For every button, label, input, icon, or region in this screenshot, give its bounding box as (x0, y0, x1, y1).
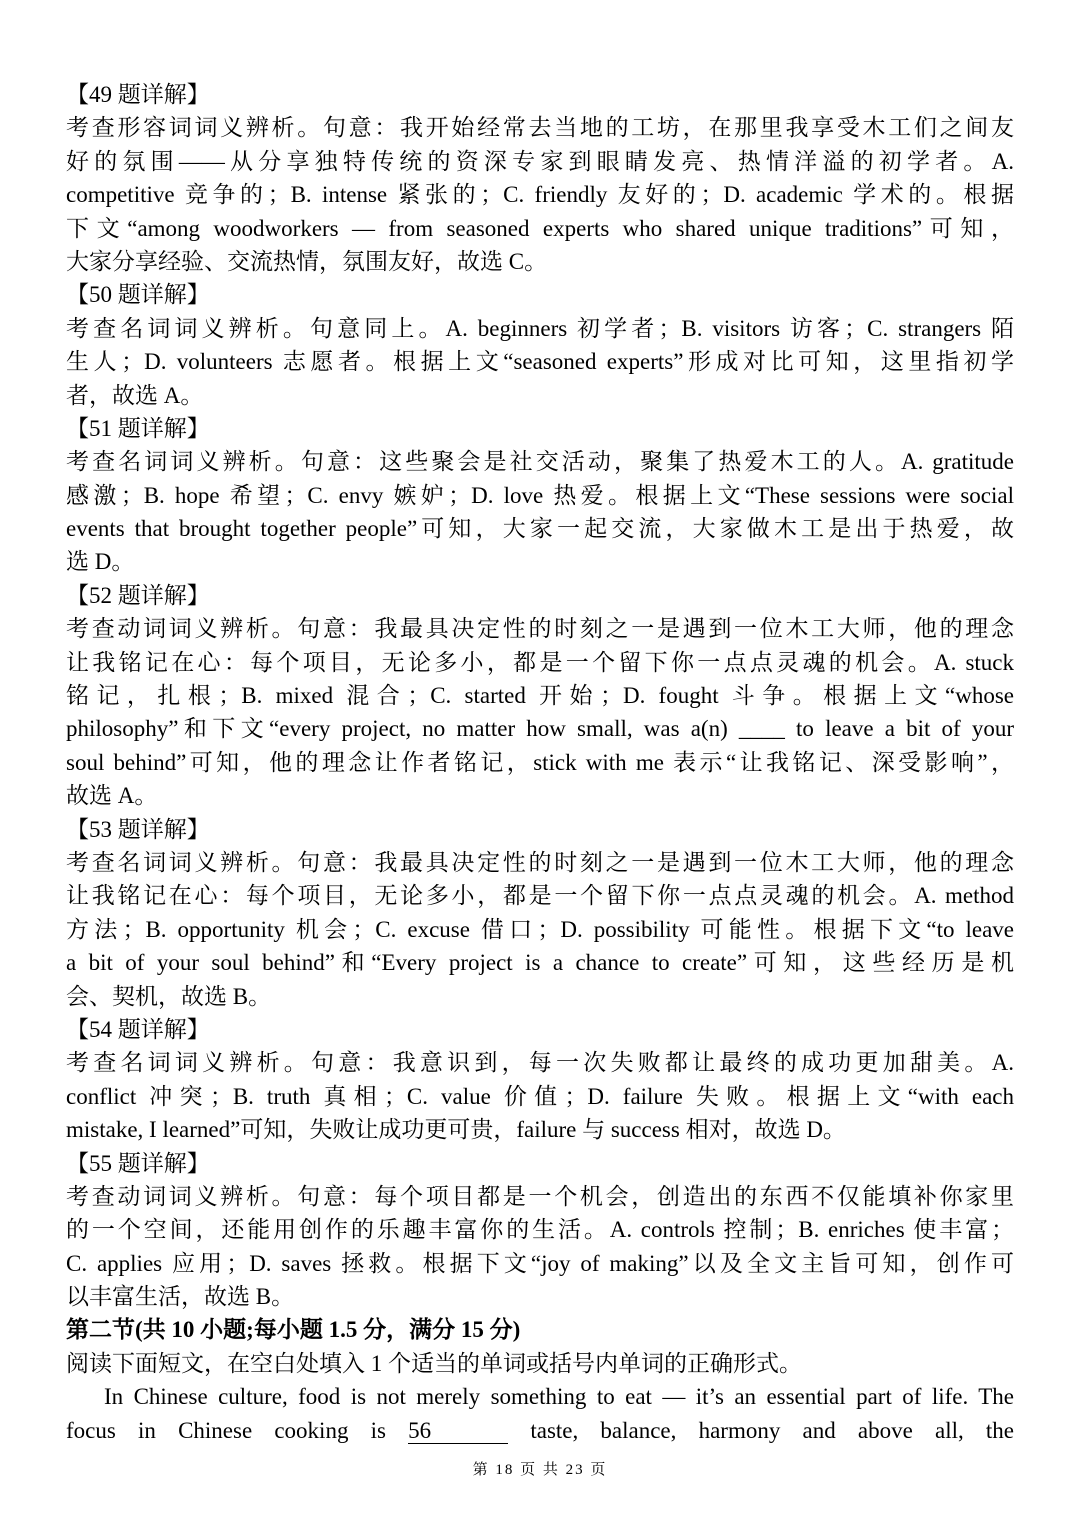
document-body (66, 78, 1014, 1447)
q54-heading: 【54 题详解】 (66, 1016, 210, 1042)
q49-heading: 【49 题详解】 (66, 82, 210, 107)
q51-explanation-line: events that brought together people”可知，大家一起交流，大家做木工是出于热爱，故 (66, 516, 1014, 542)
q49-explanation-line: 考查形容词词义辨析。句意：我开始经常去当地的工坊，在那里我享受木工们之间友 (66, 115, 1014, 141)
q50-explanation-line: 考查名词词义辨析。句意同上。A. beginners 初学者；B. visitors 访客；C. strangers 陌 (66, 315, 1014, 341)
q54-explanation-line: mistake, I learned”可知，失败让成功更可贵，failure 与 success 相对，故选 D。 (66, 1117, 846, 1143)
q52-explanation-line: philosophy”和下文“every project, no matter how small, was a(n) ____ to leave a bit of your (66, 716, 1014, 742)
section-heading: 第二节(共 10 小题;每小题 1.5 分，满分 15 分) (66, 1317, 521, 1343)
q54-explanation-line: 考查名词词义辨析。句意：我意识到，每一次失败都让最终的成功更加甜美。A. (66, 1050, 1014, 1076)
q52-explanation-line: 铭记，扎根；B. mixed 混合；C. started 开始；D. fought 斗争。根据上文“whose (66, 683, 1014, 709)
q55-explanation-line: C. applies 应用；D. saves 拯救。根据下文“joy of making”以及全文主旨可知，创作可 (66, 1250, 1014, 1276)
passage-line: In Chinese culture, food is not merely something to eat — it’s an essential part of life. The (104, 1384, 1014, 1410)
q55-explanation-line: 以丰富生活，故选 B。 (66, 1284, 295, 1310)
q50-heading: 【50 题详解】 (66, 282, 210, 308)
q51-explanation-line: 选 D。 (66, 549, 135, 575)
q51-heading: 【51 题详解】 (66, 415, 210, 441)
page-footer: 第 18 页 共 23 页 (472, 1462, 608, 1478)
q53-explanation-line: 考查名词词义辨析。句意：我最具决定性的时刻之一是遇到一位木工大师，他的理念 (66, 849, 1014, 875)
passage-text: taste, balance, harmony and above all, the (530, 1417, 1015, 1443)
q49-explanation-line: competitive 竞争的；B. intense 紧张的；C. friendly 友好的；D. academic 学术的。根据 (66, 182, 1014, 208)
q52-heading: 【52 题详解】 (66, 582, 210, 608)
q52-explanation-line: 考查动词词义辨析。句意：我最具决定性的时刻之一是遇到一位木工大师，他的理念 (66, 616, 1014, 642)
q50-explanation-line: 者，故选 A。 (66, 382, 204, 408)
q54-explanation-line: conflict 冲突；B. truth 真相；C. value 价值；D. failure 失败。根据上文“with each (66, 1083, 1014, 1109)
q53-explanation-line: 会、契机，故选 B。 (66, 983, 272, 1009)
q49-explanation-line: 大家分享经验、交流热情，氛围友好，故选 C。 (66, 248, 548, 274)
q55-heading: 【55 题详解】 (66, 1150, 210, 1176)
q52-explanation-line: 故选 A。 (66, 783, 158, 809)
q51-explanation-line: 感激；B. hope 希望；C. envy 嫉妒；D. love 热爱。根据上文“These sessions were social (66, 482, 1014, 508)
q53-explanation-line: 方法；B. opportunity 机会；C. excuse 借口；D. possibility 可能性。根据下文“to leave (66, 916, 1014, 942)
q55-explanation-line: 的一个空间，还能用创作的乐趣丰富你的生活。A. controls 控制；B. enriches 使丰富； (66, 1217, 1014, 1243)
section-instructions: 阅读下面短文，在空白处填入 1 个适当的单词或括号内单词的正确形式。 (66, 1350, 802, 1376)
blank-56[interactable]: 56 (408, 1419, 508, 1444)
q53-heading: 【53 题详解】 (66, 816, 210, 842)
q53-explanation-line: a bit of your soul behind”和“Every project is a chance to create”可知，这些经历是机 (66, 950, 1014, 976)
q55-explanation-line: 考查动词词义辨析。句意：每个项目都是一个机会，创造出的东西不仅能填补你家里 (66, 1183, 1014, 1209)
passage-text: focus in Chinese cooking is (66, 1417, 386, 1443)
q49-explanation-line: 下文“among woodworkers — from seasoned experts who shared unique traditions”可知， (66, 215, 1014, 241)
q50-explanation-line: 生人；D. volunteers 志愿者。根据上文“seasoned experts”形成对比可知，这里指初学 (66, 349, 1014, 375)
q49-explanation-line: 好的氛围——从分享独特传统的资深专家到眼睛发亮、热情洋溢的初学者。A. (66, 148, 1014, 174)
q53-explanation-line: 让我铭记在心：每个项目，无论多小，都是一个留下你一点点灵魂的机会。A. method (66, 883, 1014, 909)
passage-line-with-blank (66, 1414, 1014, 1447)
q51-explanation-line: 考查名词词义辨析。句意：这些聚会是社交活动，聚集了热爱木工的人。A. gratitude (66, 449, 1014, 475)
q52-explanation-line: soul behind”可知，他的理念让作者铭记，stick with me 表示“让我铭记、深受影响”， (66, 749, 1014, 775)
q52-explanation-line: 让我铭记在心：每个项目，无论多小，都是一个留下你一点点灵魂的机会。A. stuck (66, 649, 1014, 675)
